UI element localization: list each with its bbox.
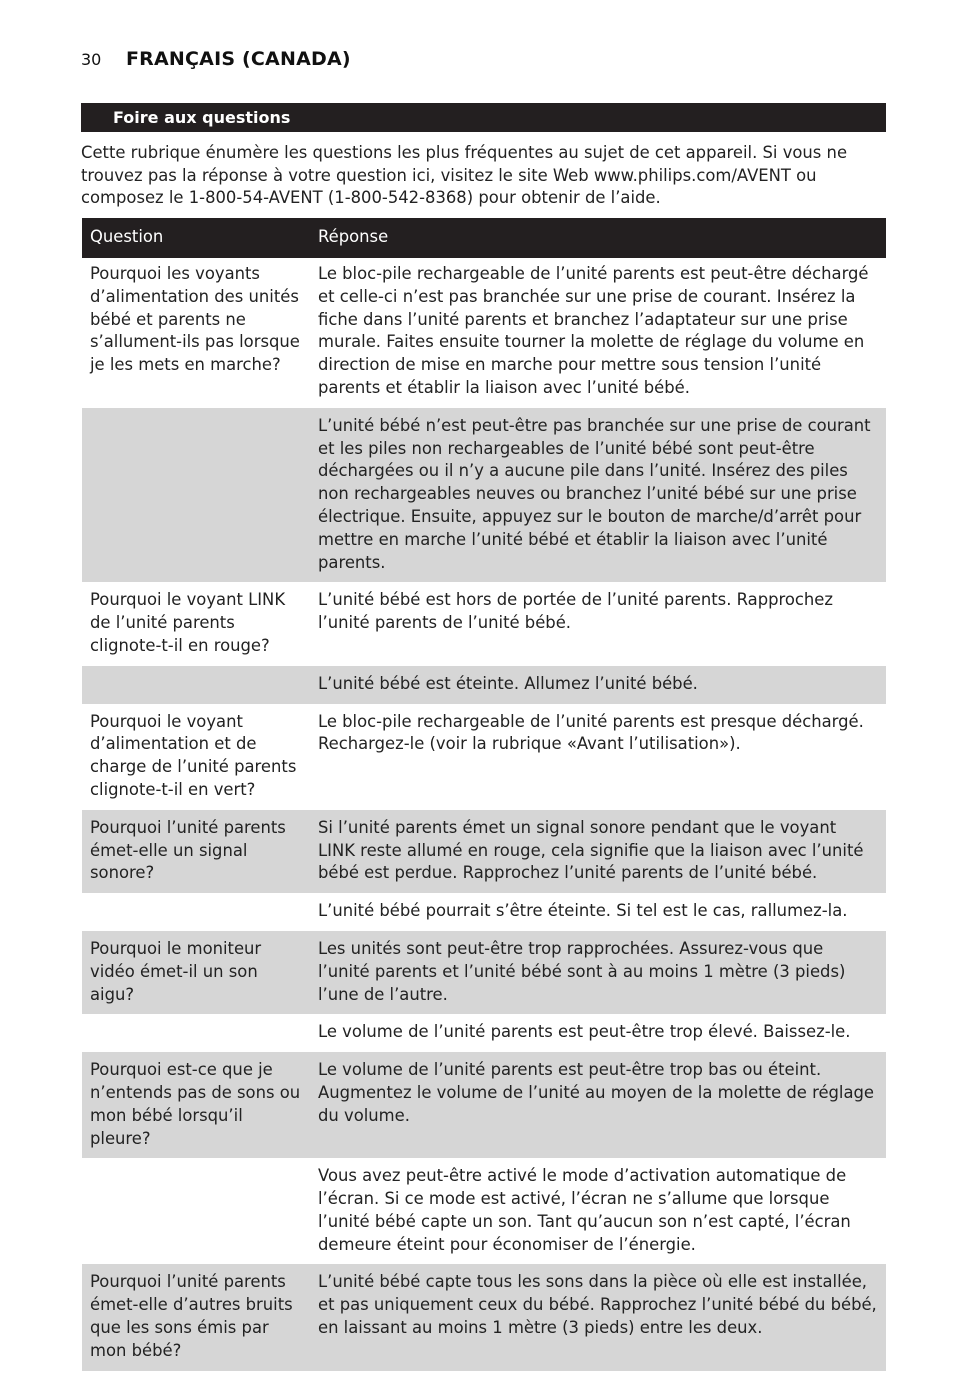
- question-column-header: Question: [82, 218, 310, 258]
- section-title: Foire aux questions: [81, 103, 886, 132]
- table-row: [82, 409, 886, 584]
- table-row: [82, 258, 886, 409]
- table-row: [82, 932, 886, 1015]
- language-heading: FRANÇAIS (CANADA): [126, 48, 351, 70]
- answer-cell: L’unité bébé capte tous les sons dans la pièce où elle est installée, et pas uniquement ceux du bébé. Rapprochez l’unité bébé du bébé, en laissant au moins 1 mètre (3 pieds) entre les deux.: [310, 1265, 886, 1371]
- answer-column-header: Réponse: [310, 218, 886, 258]
- answer-cell: L’unité bébé est éteinte. Allumez l’unité bébé.: [310, 667, 886, 705]
- answer-cell: L’unité bébé n’est peut-être pas branchée sur une prise de courant et les piles non rechargeables de l’unité bébé sont peut-être déchargées ou il n’y a aucune pile dans l’unité. Insérez des piles non rechargeables neuves ou branchez l’unité bébé sur une prise électrique. Ensuite, appuyez sur le bouton de marche/d’arrêt pour mettre en marche l’unité bébé et établir la liaison avec l’unité parents.: [310, 409, 886, 584]
- page-number: 30: [81, 50, 102, 69]
- table-row: [82, 583, 886, 666]
- table-row: [82, 705, 886, 811]
- question-cell: [82, 1159, 310, 1265]
- table-header-row: [82, 218, 886, 258]
- table-row: [82, 811, 886, 894]
- question-cell: Pourquoi l’unité parents émet-elle d’autres bruits que les sons émis par mon bébé?: [82, 1265, 310, 1371]
- answer-cell: Le volume de l’unité parents est peut-être trop élevé. Baissez-le.: [310, 1015, 886, 1053]
- page-header: [81, 48, 351, 74]
- question-cell: Pourquoi l’unité parents émet-elle un signal sonore?: [82, 811, 310, 894]
- answer-cell: Les unités sont peut-être trop rapprochées. Assurez-vous que l’unité parents et l’unité bébé sont à au moins 1 mètre (3 pieds) l’une de l’autre.: [310, 932, 886, 1015]
- question-cell: [82, 1015, 310, 1053]
- table-row: [82, 894, 886, 932]
- table-row: [82, 1265, 886, 1371]
- question-cell: Pourquoi les voyants d’alimentation des unités bébé et parents ne s’allument-ils pas lorsque je les mets en marche?: [82, 258, 310, 409]
- question-cell: Pourquoi est-ce que je n’entends pas de sons ou mon bébé lorsqu’il pleure?: [82, 1053, 310, 1159]
- table-row: [82, 667, 886, 705]
- answer-cell: Le bloc-pile rechargeable de l’unité parents est peut-être déchargé et celle-ci n’est pas branchée sur une prise de courant. Insérez la fiche dans l’unité parents et branchez l’adaptateur sur une prise murale. Faites ensuite tourner la molette de réglage du volume en direction de mise en marche pour mettre sous tension l’unité parents et établir la liaison avec l’unité bébé.: [310, 258, 886, 409]
- answer-cell: L’unité bébé pourrait s’être éteinte. Si tel est le cas, rallumez-la.: [310, 894, 886, 932]
- answer-cell: Le volume de l’unité parents est peut-être trop bas ou éteint. Augmentez le volume de l’unité au moyen de la molette de réglage du volume.: [310, 1053, 886, 1159]
- question-cell: [82, 894, 310, 932]
- answer-cell: L’unité bébé est hors de portée de l’unité parents. Rapprochez l’unité parents de l’unité bébé.: [310, 583, 886, 666]
- table-row: [82, 1015, 886, 1053]
- table-row: [82, 1053, 886, 1159]
- question-cell: Pourquoi le moniteur vidéo émet-il un son aigu?: [82, 932, 310, 1015]
- question-cell: [82, 409, 310, 584]
- question-cell: Pourquoi le voyant LINK de l’unité parents clignote-t-il en rouge?: [82, 583, 310, 666]
- faq-table: [82, 218, 886, 1373]
- intro-paragraph: Cette rubrique énumère les questions les plus fréquentes au sujet de cet appareil. Si vous ne trouvez pas la réponse à votre question ici, visitez le site Web www.philips.com/AVENT ou composez le 1-800-54-AVENT (1-800-542-8368) pour obtenir de l’aide.: [81, 143, 848, 207]
- table-row: [82, 1159, 886, 1265]
- answer-cell: Vous avez peut-être activé le mode d’activation automatique de l’écran. Si ce mode est activé, l’écran ne s’allume que lorsque l’unité bébé capte un son. Tant qu’aucun son n’est capté, l’écran demeure éteint pour économiser de l’énergie.: [310, 1159, 886, 1265]
- question-cell: [82, 667, 310, 705]
- answer-cell: Si l’unité parents émet un signal sonore pendant que le voyant LINK reste allumé en rouge, cela signifie que la liaison avec l’unité bébé est perdue. Rapprochez l’unité parents de l’unité bébé.: [310, 811, 886, 894]
- answer-cell: Le bloc-pile rechargeable de l’unité parents est presque déchargé. Rechargez-le (voir la rubrique «Avant l’utilisation»).: [310, 705, 886, 811]
- question-cell: Pourquoi le voyant d’alimentation et de charge de l’unité parents clignote-t-il en vert?: [82, 705, 310, 811]
